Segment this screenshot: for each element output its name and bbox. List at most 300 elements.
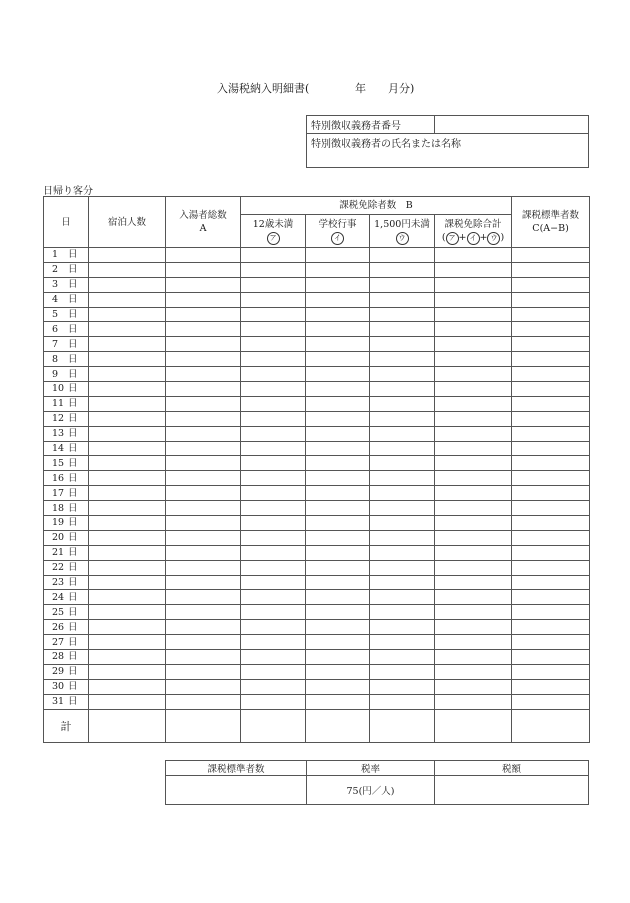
lodging-cell[interactable] bbox=[89, 694, 166, 709]
school-event-cell[interactable] bbox=[306, 471, 370, 486]
taxable-cell[interactable] bbox=[512, 262, 590, 277]
visitors-cell[interactable] bbox=[166, 560, 241, 575]
day-label: 9 日 bbox=[44, 367, 89, 382]
day-label: 27 日 bbox=[44, 635, 89, 650]
header-school-event: 学校行事 イ bbox=[306, 215, 370, 248]
visitors-cell[interactable] bbox=[166, 277, 241, 292]
exempt-total-cell[interactable] bbox=[435, 575, 512, 590]
taxable-cell[interactable] bbox=[512, 560, 590, 575]
taxable-cell[interactable] bbox=[512, 486, 590, 501]
school-event-cell[interactable] bbox=[306, 367, 370, 382]
under-1500-cell[interactable] bbox=[370, 501, 435, 516]
school-event-cell[interactable] bbox=[306, 516, 370, 531]
taxpayer-number-field[interactable] bbox=[435, 116, 589, 134]
visitors-cell[interactable] bbox=[166, 605, 241, 620]
under-1500-cell[interactable] bbox=[370, 396, 435, 411]
table-row bbox=[44, 635, 590, 650]
day-label: 26 日 bbox=[44, 620, 89, 635]
taxable-cell[interactable] bbox=[512, 664, 590, 679]
taxable-cell[interactable] bbox=[512, 382, 590, 397]
exempt-total-cell[interactable] bbox=[435, 277, 512, 292]
school-event-cell[interactable] bbox=[306, 486, 370, 501]
lodging-cell[interactable] bbox=[89, 292, 166, 307]
exempt-total-cell[interactable] bbox=[435, 620, 512, 635]
exempt-total-cell[interactable] bbox=[435, 411, 512, 426]
table-row bbox=[44, 679, 590, 694]
visitors-cell[interactable] bbox=[166, 248, 241, 263]
under-1500-cell[interactable] bbox=[370, 367, 435, 382]
lodging-cell[interactable] bbox=[89, 620, 166, 635]
taxable-cell[interactable] bbox=[512, 650, 590, 665]
section-label: 日帰り客分 bbox=[43, 186, 93, 197]
title-year: 年 bbox=[355, 82, 366, 95]
under-1500-cell[interactable] bbox=[370, 307, 435, 322]
visitors-cell[interactable] bbox=[166, 650, 241, 665]
exempt-total-cell[interactable] bbox=[435, 471, 512, 486]
under-1500-cell[interactable] bbox=[370, 248, 435, 263]
summary-header-amount: 税額 bbox=[435, 761, 589, 776]
day-label: 14 日 bbox=[44, 441, 89, 456]
visitors-cell[interactable] bbox=[166, 664, 241, 679]
exempt-total-cell[interactable] bbox=[435, 679, 512, 694]
header-exempt-total: 課税免除合計 ( ア + イ + ウ ) bbox=[435, 215, 512, 248]
school-event-cell[interactable] bbox=[306, 679, 370, 694]
exempt-total-cell[interactable] bbox=[435, 307, 512, 322]
school-event-cell[interactable] bbox=[306, 620, 370, 635]
school-event-cell[interactable] bbox=[306, 277, 370, 292]
taxable-cell[interactable] bbox=[512, 367, 590, 382]
under-12-cell[interactable] bbox=[241, 277, 306, 292]
under-12-cell[interactable] bbox=[241, 441, 306, 456]
school-event-cell[interactable] bbox=[306, 501, 370, 516]
lodging-cell[interactable] bbox=[89, 545, 166, 560]
taxpayer-name-label: 特別徴収義務者の氏名または名称 bbox=[311, 139, 461, 150]
table-row bbox=[44, 307, 590, 322]
school-event-cell[interactable] bbox=[306, 337, 370, 352]
under-12-cell[interactable] bbox=[241, 426, 306, 441]
exempt-total-cell[interactable] bbox=[435, 441, 512, 456]
visitors-cell[interactable] bbox=[166, 426, 241, 441]
taxable-cell[interactable] bbox=[512, 322, 590, 337]
school-event-cell[interactable] bbox=[306, 248, 370, 263]
under-12-cell[interactable] bbox=[241, 471, 306, 486]
taxable-cell[interactable] bbox=[512, 248, 590, 263]
circle-u-icon: ウ bbox=[396, 232, 409, 245]
lodging-cell[interactable] bbox=[89, 516, 166, 531]
under-12-cell[interactable] bbox=[241, 486, 306, 501]
table-row bbox=[44, 411, 590, 426]
under-12-cell[interactable] bbox=[241, 575, 306, 590]
under-1500-cell[interactable] bbox=[370, 575, 435, 590]
taxable-cell[interactable] bbox=[512, 352, 590, 367]
visitors-cell[interactable] bbox=[166, 694, 241, 709]
lodging-cell[interactable] bbox=[89, 426, 166, 441]
visitors-cell[interactable] bbox=[166, 411, 241, 426]
visitors-cell[interactable] bbox=[166, 545, 241, 560]
under-1500-cell[interactable] bbox=[370, 590, 435, 605]
summary-amount-cell[interactable] bbox=[435, 776, 589, 805]
table-row bbox=[44, 248, 590, 263]
school-event-cell[interactable] bbox=[306, 352, 370, 367]
header-under-1500: 1,500円未満 ウ bbox=[370, 215, 435, 248]
day-label: 10 日 bbox=[44, 382, 89, 397]
lodging-cell[interactable] bbox=[89, 501, 166, 516]
taxable-cell[interactable] bbox=[512, 530, 590, 545]
taxable-cell[interactable] bbox=[512, 337, 590, 352]
exempt-total-cell[interactable] bbox=[435, 635, 512, 650]
circle-i-icon: イ bbox=[331, 232, 344, 245]
table-row bbox=[44, 262, 590, 277]
school-event-cell[interactable] bbox=[306, 605, 370, 620]
day-label: 31 日 bbox=[44, 694, 89, 709]
taxable-cell[interactable] bbox=[512, 545, 590, 560]
school-event-cell[interactable] bbox=[306, 530, 370, 545]
visitors-cell[interactable] bbox=[166, 292, 241, 307]
taxable-cell[interactable] bbox=[512, 679, 590, 694]
visitors-cell[interactable] bbox=[166, 352, 241, 367]
under-12-cell[interactable] bbox=[241, 530, 306, 545]
table-row bbox=[44, 501, 590, 516]
title-month: 月分) bbox=[388, 82, 415, 95]
taxable-cell[interactable] bbox=[512, 307, 590, 322]
exempt-total-cell[interactable] bbox=[435, 292, 512, 307]
under-1500-cell[interactable] bbox=[370, 262, 435, 277]
school-event-cell[interactable] bbox=[306, 426, 370, 441]
table-row bbox=[44, 694, 590, 709]
header-exempt-group: 課税免除者数 B bbox=[241, 197, 512, 215]
under-1500-cell[interactable] bbox=[370, 337, 435, 352]
school-event-cell[interactable] bbox=[306, 545, 370, 560]
under-12-cell[interactable] bbox=[241, 516, 306, 531]
under-1500-cell[interactable] bbox=[370, 605, 435, 620]
table-row bbox=[44, 530, 590, 545]
table-row bbox=[44, 650, 590, 665]
taxable-cell[interactable] bbox=[512, 426, 590, 441]
lodging-cell[interactable] bbox=[89, 471, 166, 486]
under-12-cell[interactable] bbox=[241, 396, 306, 411]
under-12-cell[interactable] bbox=[241, 337, 306, 352]
visitors-cell[interactable] bbox=[166, 679, 241, 694]
taxable-cell[interactable] bbox=[512, 516, 590, 531]
exempt-total-cell[interactable] bbox=[435, 501, 512, 516]
visitors-cell[interactable] bbox=[166, 441, 241, 456]
lodging-cell[interactable] bbox=[89, 575, 166, 590]
exempt-total-cell[interactable] bbox=[435, 396, 512, 411]
school-event-cell[interactable] bbox=[306, 307, 370, 322]
summary-taxable-cell[interactable] bbox=[166, 776, 307, 805]
lodging-cell[interactable] bbox=[89, 382, 166, 397]
table-row bbox=[44, 367, 590, 382]
exempt-total-cell[interactable] bbox=[435, 426, 512, 441]
lodging-cell[interactable] bbox=[89, 635, 166, 650]
under-12-cell[interactable] bbox=[241, 605, 306, 620]
exempt-total-cell[interactable] bbox=[435, 590, 512, 605]
day-label: 28 日 bbox=[44, 650, 89, 665]
lodging-cell[interactable] bbox=[89, 248, 166, 263]
taxable-cell[interactable] bbox=[512, 471, 590, 486]
under-1500-cell[interactable] bbox=[370, 516, 435, 531]
taxable-cell[interactable] bbox=[512, 292, 590, 307]
under-12-cell[interactable] bbox=[241, 501, 306, 516]
circle-a-icon: ア bbox=[446, 232, 459, 245]
visitors-cell[interactable] bbox=[166, 590, 241, 605]
under-12-cell[interactable] bbox=[241, 352, 306, 367]
day-label: 6 日 bbox=[44, 322, 89, 337]
exempt-total-cell[interactable] bbox=[435, 545, 512, 560]
under-1500-cell[interactable] bbox=[370, 352, 435, 367]
exempt-total-cell[interactable] bbox=[435, 382, 512, 397]
taxable-cell[interactable] bbox=[512, 396, 590, 411]
exempt-total-cell[interactable] bbox=[435, 650, 512, 665]
exempt-total-cell[interactable] bbox=[435, 322, 512, 337]
lodging-cell[interactable] bbox=[89, 650, 166, 665]
under-1500-cell[interactable] bbox=[370, 292, 435, 307]
visitors-cell[interactable] bbox=[166, 456, 241, 471]
day-label: 25 日 bbox=[44, 605, 89, 620]
visitors-cell[interactable] bbox=[166, 486, 241, 501]
school-event-cell[interactable] bbox=[306, 382, 370, 397]
lodging-cell[interactable] bbox=[89, 277, 166, 292]
taxable-cell[interactable] bbox=[512, 456, 590, 471]
day-label: 5 日 bbox=[44, 307, 89, 322]
under-1500-cell[interactable] bbox=[370, 456, 435, 471]
under-1500-cell[interactable] bbox=[370, 545, 435, 560]
taxable-cell[interactable] bbox=[512, 277, 590, 292]
lodging-cell[interactable] bbox=[89, 367, 166, 382]
visitors-cell[interactable] bbox=[166, 620, 241, 635]
circle-i-icon: イ bbox=[467, 232, 480, 245]
under-1500-cell[interactable] bbox=[370, 382, 435, 397]
taxable-cell[interactable] bbox=[512, 411, 590, 426]
table-row bbox=[44, 352, 590, 367]
under-1500-cell[interactable] bbox=[370, 471, 435, 486]
exempt-total-cell[interactable] bbox=[435, 560, 512, 575]
under-1500-cell[interactable] bbox=[370, 277, 435, 292]
lodging-cell[interactable] bbox=[89, 337, 166, 352]
lodging-cell[interactable] bbox=[89, 679, 166, 694]
table-row bbox=[44, 575, 590, 590]
header-total-visitors: 入湯者総数 A bbox=[166, 197, 241, 248]
taxpayer-info-table bbox=[306, 115, 589, 168]
total-label: 計 bbox=[44, 709, 89, 742]
visitors-cell[interactable] bbox=[166, 337, 241, 352]
lodging-cell[interactable] bbox=[89, 322, 166, 337]
under-12-cell[interactable] bbox=[241, 292, 306, 307]
lodging-cell[interactable] bbox=[89, 664, 166, 679]
under-1500-cell[interactable] bbox=[370, 679, 435, 694]
table-row bbox=[44, 441, 590, 456]
exempt-total-cell[interactable] bbox=[435, 262, 512, 277]
under-1500-cell[interactable] bbox=[370, 441, 435, 456]
under-12-cell[interactable] bbox=[241, 248, 306, 263]
exempt-total-cell[interactable] bbox=[435, 516, 512, 531]
under-12-cell[interactable] bbox=[241, 456, 306, 471]
school-event-cell[interactable] bbox=[306, 396, 370, 411]
under-1500-cell[interactable] bbox=[370, 664, 435, 679]
under-12-cell[interactable] bbox=[241, 679, 306, 694]
total-exempt-cell[interactable] bbox=[435, 709, 512, 742]
visitors-cell[interactable] bbox=[166, 635, 241, 650]
day-label: 29 日 bbox=[44, 664, 89, 679]
lodging-cell[interactable] bbox=[89, 441, 166, 456]
visitors-cell[interactable] bbox=[166, 382, 241, 397]
lodging-cell[interactable] bbox=[89, 396, 166, 411]
day-label: 24 日 bbox=[44, 590, 89, 605]
visitors-cell[interactable] bbox=[166, 396, 241, 411]
school-event-cell[interactable] bbox=[306, 322, 370, 337]
day-label: 23 日 bbox=[44, 575, 89, 590]
visitors-cell[interactable] bbox=[166, 262, 241, 277]
under-12-cell[interactable] bbox=[241, 367, 306, 382]
under-12-cell[interactable] bbox=[241, 664, 306, 679]
taxable-cell[interactable] bbox=[512, 620, 590, 635]
total-visitors-cell[interactable] bbox=[166, 709, 241, 742]
day-label: 15 日 bbox=[44, 456, 89, 471]
table-row bbox=[44, 382, 590, 397]
under-1500-cell[interactable] bbox=[370, 635, 435, 650]
total-under-1500-cell[interactable] bbox=[370, 709, 435, 742]
under-1500-cell[interactable] bbox=[370, 426, 435, 441]
lodging-cell[interactable] bbox=[89, 605, 166, 620]
exempt-total-cell[interactable] bbox=[435, 530, 512, 545]
day-label: 2 日 bbox=[44, 262, 89, 277]
total-under-12-cell[interactable] bbox=[241, 709, 306, 742]
day-label: 4 日 bbox=[44, 292, 89, 307]
summary-rate: 75(円／人) bbox=[307, 776, 435, 805]
visitors-cell[interactable] bbox=[166, 501, 241, 516]
under-12-cell[interactable] bbox=[241, 307, 306, 322]
circle-u-icon: ウ bbox=[487, 232, 500, 245]
taxable-cell[interactable] bbox=[512, 694, 590, 709]
lodging-cell[interactable] bbox=[89, 486, 166, 501]
exempt-total-cell[interactable] bbox=[435, 694, 512, 709]
lodging-cell[interactable] bbox=[89, 530, 166, 545]
visitors-cell[interactable] bbox=[166, 530, 241, 545]
school-event-cell[interactable] bbox=[306, 441, 370, 456]
day-label: 30 日 bbox=[44, 679, 89, 694]
school-event-cell[interactable] bbox=[306, 411, 370, 426]
visitors-cell[interactable] bbox=[166, 307, 241, 322]
school-event-cell[interactable] bbox=[306, 635, 370, 650]
under-12-cell[interactable] bbox=[241, 545, 306, 560]
school-event-cell[interactable] bbox=[306, 590, 370, 605]
exempt-total-cell[interactable] bbox=[435, 337, 512, 352]
exempt-total-cell[interactable] bbox=[435, 456, 512, 471]
header-day: 日 bbox=[44, 197, 89, 248]
under-1500-cell[interactable] bbox=[370, 620, 435, 635]
school-event-cell[interactable] bbox=[306, 560, 370, 575]
day-label: 12 日 bbox=[44, 411, 89, 426]
table-row bbox=[44, 277, 590, 292]
taxable-cell[interactable] bbox=[512, 590, 590, 605]
school-event-cell[interactable] bbox=[306, 650, 370, 665]
day-label: 17 日 bbox=[44, 486, 89, 501]
under-1500-cell[interactable] bbox=[370, 411, 435, 426]
daily-visitor-table bbox=[43, 196, 590, 743]
table-row bbox=[44, 292, 590, 307]
total-school-event-cell[interactable] bbox=[306, 709, 370, 742]
lodging-cell[interactable] bbox=[89, 456, 166, 471]
day-label: 16 日 bbox=[44, 471, 89, 486]
under-12-cell[interactable] bbox=[241, 620, 306, 635]
table-row bbox=[44, 322, 590, 337]
under-12-cell[interactable] bbox=[241, 382, 306, 397]
table-row bbox=[44, 590, 590, 605]
under-12-cell[interactable] bbox=[241, 635, 306, 650]
lodging-cell[interactable] bbox=[89, 560, 166, 575]
school-event-cell[interactable] bbox=[306, 694, 370, 709]
under-12-cell[interactable] bbox=[241, 411, 306, 426]
taxable-cell[interactable] bbox=[512, 635, 590, 650]
taxpayer-name-field[interactable] bbox=[307, 134, 589, 168]
table-row bbox=[44, 471, 590, 486]
taxable-cell[interactable] bbox=[512, 575, 590, 590]
day-label: 18 日 bbox=[44, 501, 89, 516]
exempt-total-cell[interactable] bbox=[435, 352, 512, 367]
visitors-cell[interactable] bbox=[166, 322, 241, 337]
table-row bbox=[44, 620, 590, 635]
visitors-cell[interactable] bbox=[166, 367, 241, 382]
exempt-total-cell[interactable] bbox=[435, 605, 512, 620]
under-12-cell[interactable] bbox=[241, 560, 306, 575]
under-1500-cell[interactable] bbox=[370, 694, 435, 709]
school-event-cell[interactable] bbox=[306, 575, 370, 590]
day-label: 7 日 bbox=[44, 337, 89, 352]
exempt-total-cell[interactable] bbox=[435, 248, 512, 263]
visitors-cell[interactable] bbox=[166, 471, 241, 486]
school-event-cell[interactable] bbox=[306, 292, 370, 307]
taxable-cell[interactable] bbox=[512, 501, 590, 516]
under-12-cell[interactable] bbox=[241, 322, 306, 337]
day-label: 20 日 bbox=[44, 530, 89, 545]
day-label: 3 日 bbox=[44, 277, 89, 292]
exempt-total-cell[interactable] bbox=[435, 367, 512, 382]
under-1500-cell[interactable] bbox=[370, 560, 435, 575]
total-taxable-cell[interactable] bbox=[512, 709, 590, 742]
under-12-cell[interactable] bbox=[241, 650, 306, 665]
lodging-cell[interactable] bbox=[89, 411, 166, 426]
visitors-cell[interactable] bbox=[166, 575, 241, 590]
school-event-cell[interactable] bbox=[306, 664, 370, 679]
under-1500-cell[interactable] bbox=[370, 322, 435, 337]
lodging-cell[interactable] bbox=[89, 352, 166, 367]
under-12-cell[interactable] bbox=[241, 590, 306, 605]
under-12-cell[interactable] bbox=[241, 694, 306, 709]
table-row bbox=[44, 545, 590, 560]
school-event-cell[interactable] bbox=[306, 262, 370, 277]
lodging-cell[interactable] bbox=[89, 590, 166, 605]
under-1500-cell[interactable] bbox=[370, 650, 435, 665]
day-label: 13 日 bbox=[44, 426, 89, 441]
day-label: 22 日 bbox=[44, 560, 89, 575]
under-12-cell[interactable] bbox=[241, 262, 306, 277]
visitors-cell[interactable] bbox=[166, 516, 241, 531]
table-row bbox=[44, 560, 590, 575]
taxable-cell[interactable] bbox=[512, 605, 590, 620]
exempt-total-cell[interactable] bbox=[435, 486, 512, 501]
total-lodging-cell[interactable] bbox=[89, 709, 166, 742]
lodging-cell[interactable] bbox=[89, 262, 166, 277]
taxpayer-number-label: 特別徴収義務者番号 bbox=[307, 116, 435, 134]
school-event-cell[interactable] bbox=[306, 456, 370, 471]
table-row bbox=[44, 486, 590, 501]
lodging-cell[interactable] bbox=[89, 307, 166, 322]
exempt-total-cell[interactable] bbox=[435, 664, 512, 679]
taxable-cell[interactable] bbox=[512, 441, 590, 456]
under-1500-cell[interactable] bbox=[370, 486, 435, 501]
title-main: 入湯税納入明細書( bbox=[217, 82, 310, 95]
under-1500-cell[interactable] bbox=[370, 530, 435, 545]
